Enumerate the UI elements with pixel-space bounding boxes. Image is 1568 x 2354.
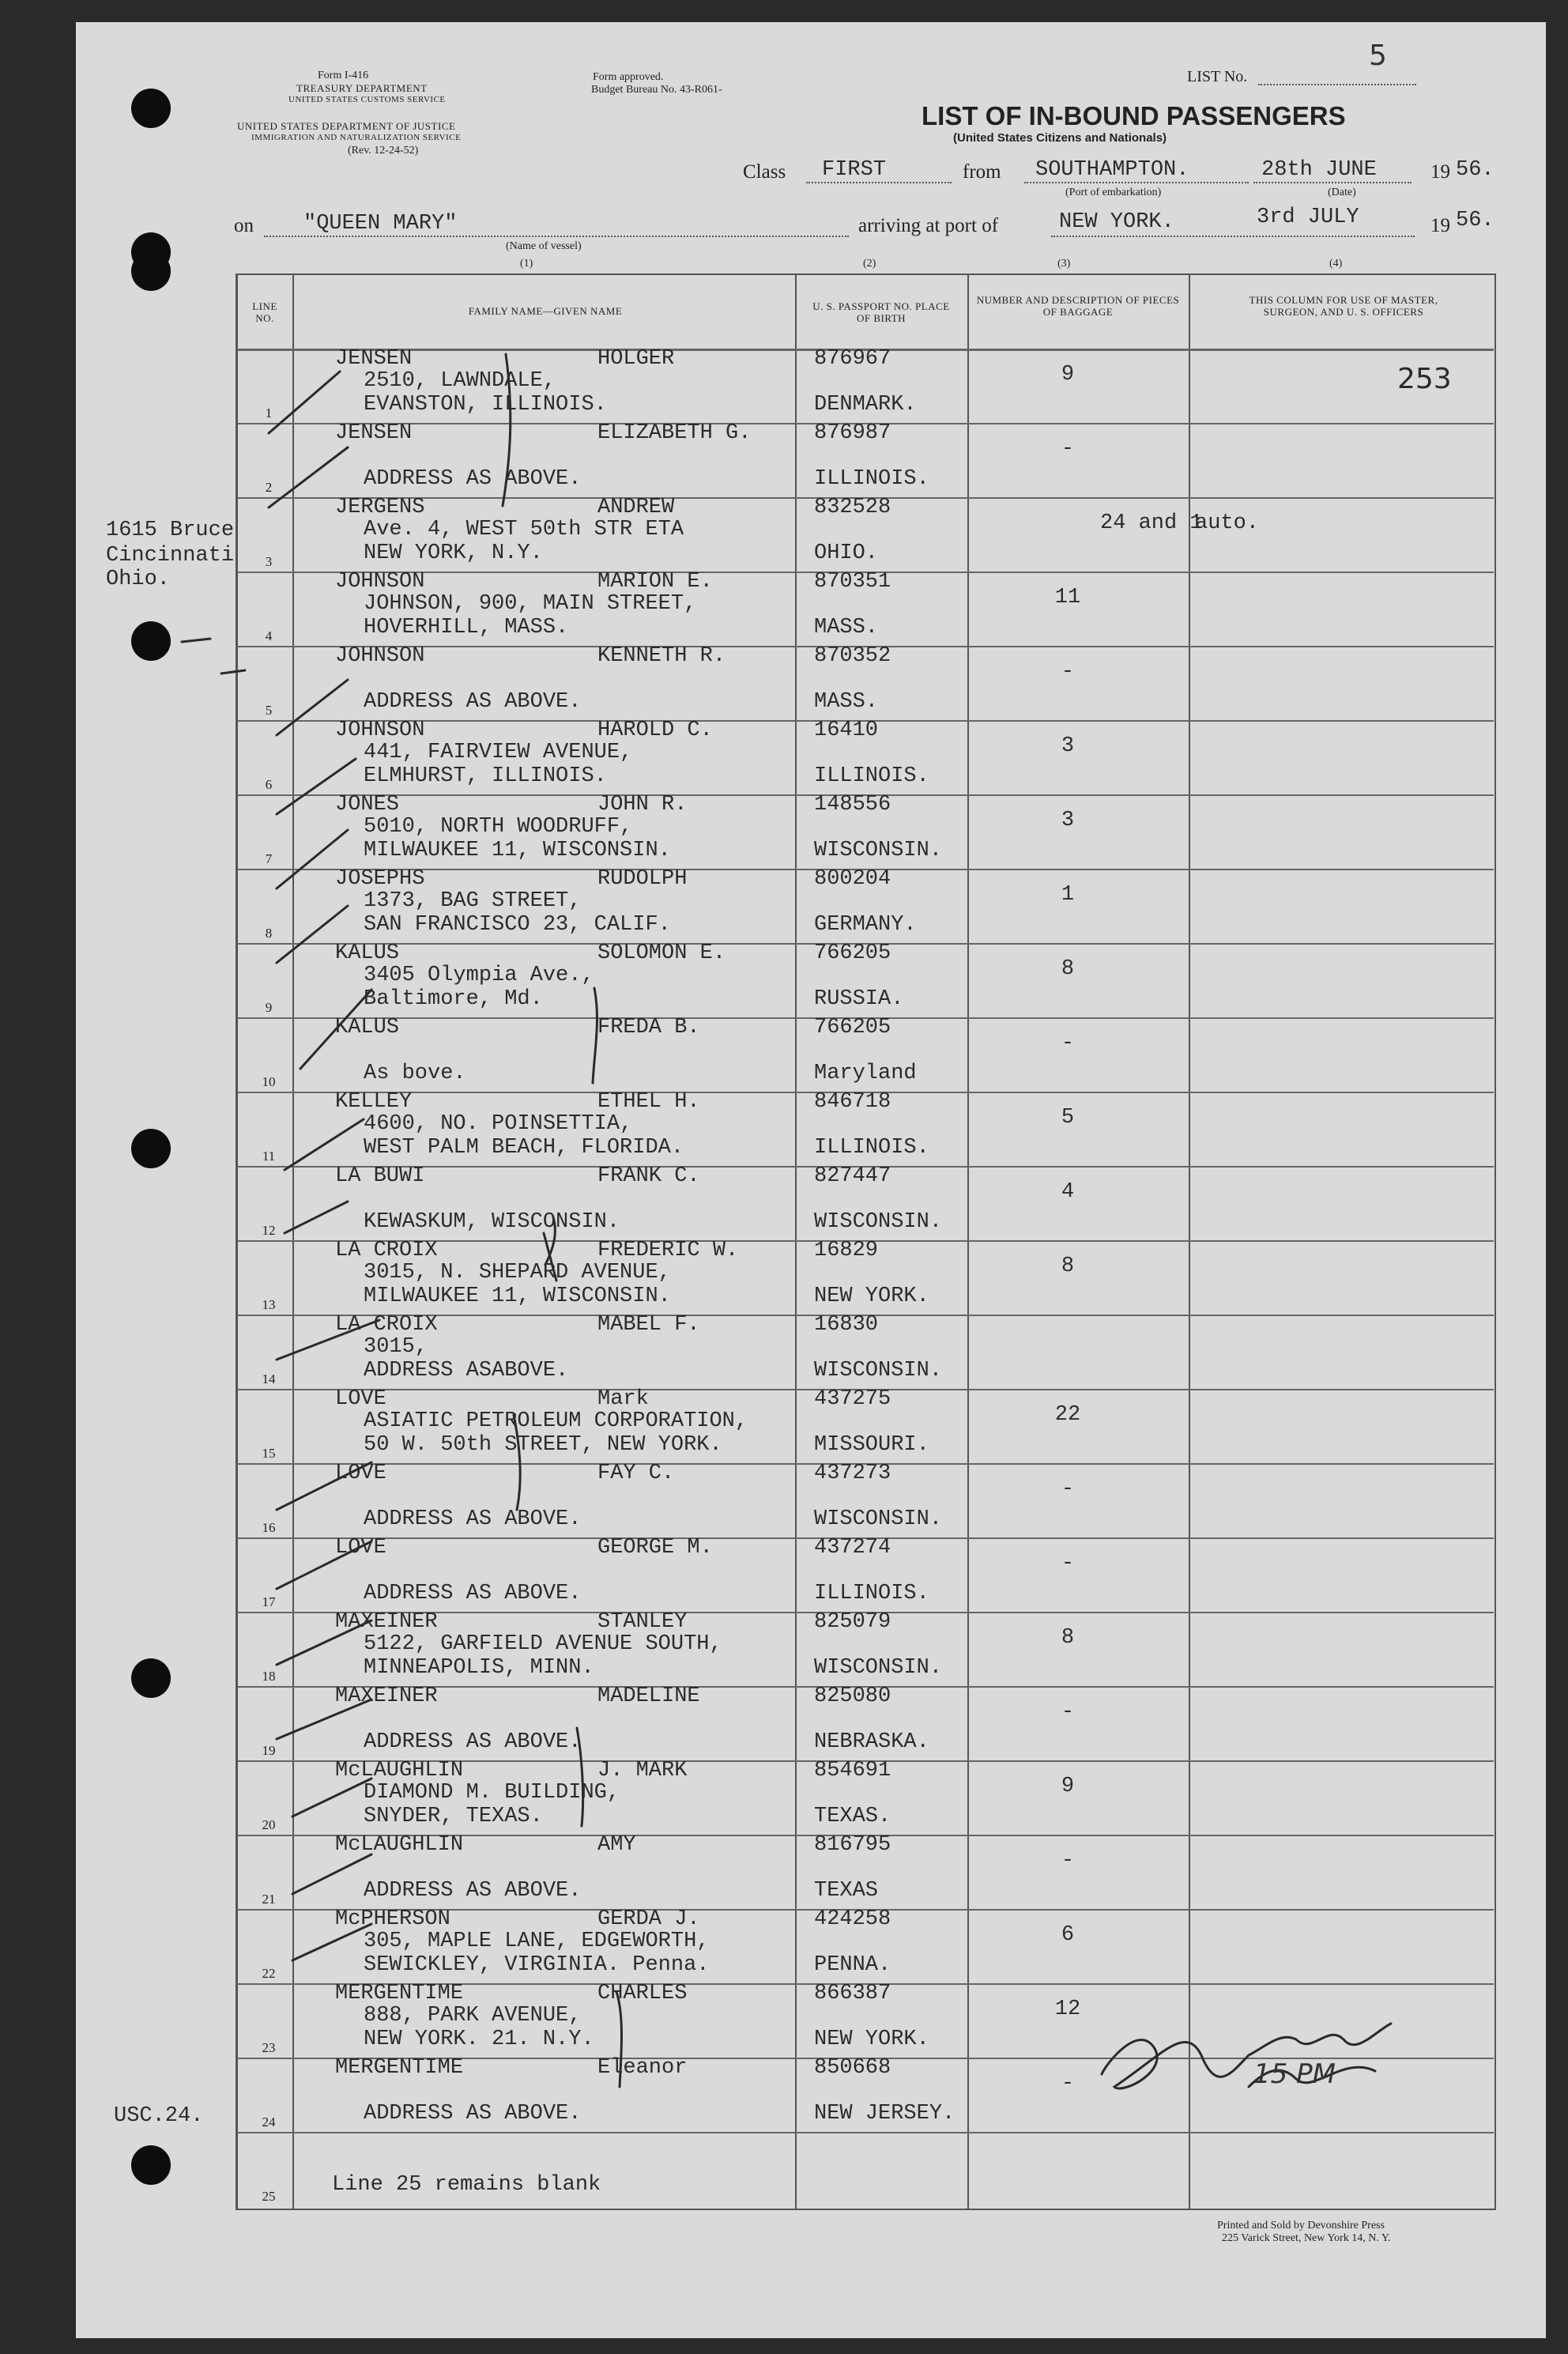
place-of-birth: OHIO. (814, 541, 879, 565)
passport-number: 825080 (814, 1684, 891, 1708)
vessel-name: "QUEEN MARY" (303, 212, 458, 236)
passport-number: 437275 (814, 1387, 891, 1411)
header-name: FAMILY NAME—GIVEN NAME (468, 305, 623, 317)
line-number: 17 (262, 1594, 276, 1609)
given-name: HOLGER (597, 347, 675, 371)
vessel-caption: (Name of vessel) (506, 240, 582, 252)
class-label: Class (743, 161, 786, 183)
passport-number: 870351 (814, 570, 891, 594)
address-line-2: SNYDER, TEXAS. (364, 1805, 543, 1828)
address-line-1: ASIATIC PETROLEUM CORPORATION, (364, 1409, 748, 1433)
passport-number: 876987 (814, 421, 891, 445)
form-number: Form I-416 (318, 70, 369, 81)
officer-note: auto. (1195, 511, 1260, 535)
address-line-1: JOHNSON, 900, MAIN STREET, (364, 592, 697, 616)
place-of-birth: WISCONSIN. (814, 1359, 943, 1383)
passport-number: 846718 (814, 1090, 891, 1114)
form-approved: Form approved. (593, 71, 664, 83)
family-name: MAXEINER (335, 1610, 438, 1634)
address-line-1: 305, MAPLE LANE, EDGEWORTH, (364, 1930, 710, 1953)
given-name: ELIZABETH G. (597, 421, 752, 445)
address-line-2: Baltimore, Md. (364, 987, 543, 1011)
family-name: JOHNSON (335, 570, 425, 594)
place-of-birth: ILLINOIS. (814, 1136, 929, 1160)
on-label: on (234, 215, 254, 236)
line-number: 18 (262, 1669, 276, 1684)
list-no-label: LIST No. (1187, 68, 1248, 85)
passport-number: 854691 (814, 1759, 891, 1782)
place-of-birth: WISCONSIN. (814, 839, 943, 862)
given-name: FAY C. (597, 1462, 675, 1485)
baggage-count: 9 (1061, 1775, 1075, 1798)
baggage-count: 8 (1061, 1254, 1075, 1278)
given-name: MABEL F. (597, 1313, 700, 1337)
given-name: RUDOLPH (597, 867, 688, 891)
officer-note: 253 (1397, 363, 1452, 395)
baggage-count: - (1061, 1552, 1075, 1575)
col-num-3: (3) (1057, 258, 1071, 270)
line-number: 24 (262, 2114, 276, 2130)
embark-caption: (Port of embarkation) (1065, 187, 1162, 198)
given-name: GEORGE M. (597, 1536, 713, 1560)
passport-number: 825079 (814, 1610, 891, 1634)
address-line-2: ADDRESS AS ABOVE. (364, 1879, 582, 1903)
passport-number: 866387 (814, 1982, 891, 2005)
baggage-count: - (1061, 1700, 1075, 1724)
given-name: ETHEL H. (597, 1090, 700, 1114)
family-name: JOHNSON (335, 644, 425, 668)
place-of-birth: Maryland (814, 1062, 917, 1085)
line-number: 1 (265, 406, 273, 421)
baggage-count: 3 (1061, 809, 1075, 832)
line-number: 12 (262, 1223, 276, 1238)
family-name: JENSEN (335, 347, 413, 371)
line-number: 4 (265, 628, 273, 643)
header-baggage: NUMBER AND DESCRIPTION OF PIECES OF BAGGAGE (976, 294, 1180, 318)
family-name: LOVE (335, 1462, 386, 1485)
address-line-1: DIAMOND M. BUILDING, (364, 1781, 620, 1805)
line-number: 20 (262, 1817, 276, 1832)
place-of-birth: PENNA. (814, 1953, 891, 1977)
baggage-count: - (1061, 660, 1075, 684)
passport-number: 437274 (814, 1536, 891, 1560)
from-value: SOUTHAMPTON. (1035, 158, 1189, 182)
passport-number: 437273 (814, 1462, 891, 1485)
passport-number: 832528 (814, 496, 891, 519)
family-name: KALUS (335, 1016, 400, 1039)
baggage-count: 11 (1054, 586, 1081, 609)
line-number: 19 (262, 1743, 276, 1758)
place-of-birth: MISSOURI. (814, 1433, 929, 1457)
address-line-1: 4600, NO. POINSETTIA, (364, 1112, 633, 1136)
place-of-birth: WISCONSIN. (814, 1507, 943, 1531)
baggage-count: - (1061, 1032, 1075, 1055)
address-line-2: MILWAUKEE 11, WISCONSIN. (364, 839, 671, 862)
passport-number: 816795 (814, 1833, 891, 1857)
baggage-count: - (1061, 1477, 1075, 1501)
family-name: KELLEY (335, 1090, 413, 1114)
family-name: McLAUGHLIN (335, 1759, 464, 1782)
immigration-service: IMMIGRATION AND NATURALIZATION SERVICE (251, 133, 462, 142)
place-of-birth: GERMANY. (814, 913, 917, 937)
address-line-1: 3015, N. SHEPARD AVENUE, (364, 1261, 671, 1285)
baggage-count: 3 (1061, 734, 1075, 758)
address-line-2: SAN FRANCISCO 23, CALIF. (364, 913, 671, 937)
passport-number: 766205 (814, 1016, 891, 1039)
margin-address-line1: 1615 Bruce (106, 519, 235, 542)
address-line-1: 2510, LAWNDALE, (364, 369, 556, 393)
given-name: SOLOMON E. (597, 941, 726, 965)
place-of-birth: WISCONSIN. (814, 1210, 943, 1234)
passport-number: 876967 (814, 347, 891, 371)
family-name: LOVE (335, 1387, 386, 1411)
line-number: 8 (265, 926, 273, 941)
address-line-2: KEWASKUM, WISCONSIN. (364, 1210, 620, 1234)
arrival-year: 56. (1456, 209, 1494, 232)
signature: 15 PM (1253, 2058, 1336, 2090)
line-number: 5 (265, 703, 273, 718)
given-name: ANDREW (597, 496, 675, 519)
footer-address: 225 Varick Street, New York 14, N. Y. (1222, 2232, 1391, 2244)
address-line-2: ELMHURST, ILLINOIS. (364, 764, 607, 788)
address-line-1: Ave. 4, WEST 50th STR ETA (364, 518, 684, 541)
address-line-1: 1373, BAG STREET, (364, 889, 582, 913)
given-name: HAROLD C. (597, 719, 713, 742)
place-of-birth: ILLINOIS. (814, 467, 929, 491)
given-name: Mark (597, 1387, 649, 1411)
address-line-2: ADDRESS AS ABOVE. (364, 1582, 582, 1605)
header-line-no: LINE NO. (252, 300, 277, 324)
address-line-2: WEST PALM BEACH, FLORIDA. (364, 1136, 684, 1160)
date-value: 28th JUNE (1261, 158, 1377, 182)
family-name: MAXEINER (335, 1684, 438, 1708)
col-num-4: (4) (1329, 258, 1343, 270)
given-name: MARION E. (597, 570, 713, 594)
place-of-birth: NEW JERSEY. (814, 2102, 956, 2126)
given-name: GERDA J. (597, 1907, 700, 1931)
line-number: 22 (262, 1966, 276, 1981)
family-name: JENSEN (335, 421, 413, 445)
place-of-birth: TEXAS. (814, 1805, 891, 1828)
port-value: NEW YORK. (1059, 210, 1174, 234)
family-name: LA BUWI (335, 1164, 425, 1188)
family-name: KALUS (335, 941, 400, 965)
address-line-2: NEW YORK, N.Y. (364, 541, 543, 565)
family-name: MERGENTIME (335, 2056, 464, 2080)
given-name: FRANK C. (597, 1164, 700, 1188)
line-number: 13 (262, 1297, 276, 1312)
arrival-year-prefix: 19 (1430, 215, 1450, 236)
customs-service: UNITED STATES CUSTOMS SERVICE (288, 95, 446, 104)
address-line-2: NEW YORK. 21. N.Y. (364, 2028, 594, 2051)
address-line-2: ADDRESS AS ABOVE. (364, 690, 582, 714)
place-of-birth: MASS. (814, 690, 879, 714)
address-line-2: ADDRESS AS ABOVE. (364, 1730, 582, 1754)
family-name: MERGENTIME (335, 1982, 464, 2005)
year-value: 56. (1456, 158, 1494, 182)
place-of-birth: TEXAS (814, 1879, 879, 1903)
given-name: FREDERIC W. (597, 1239, 739, 1262)
baggage-count: 8 (1061, 957, 1075, 981)
address-line-2: MINNEAPOLIS, MINN. (364, 1656, 594, 1680)
address-line-1: 5010, NORTH WOODRUFF, (364, 815, 633, 839)
header-passport: U. S. PASSPORT NO. PLACE OF BIRTH (812, 300, 950, 324)
baggage-count: - (1061, 1849, 1075, 1873)
place-of-birth: RUSSIA. (814, 987, 904, 1011)
header-officers: THIS COLUMN FOR USE OF MASTER, SURGEON, AND U. S. OFFICERS (1249, 294, 1438, 318)
address-line-1: 888, PARK AVENUE, (364, 2004, 582, 2028)
arriving-label: arriving at port of (858, 215, 999, 236)
address-line-2: As bove. (364, 1062, 466, 1085)
place-of-birth: ILLINOIS. (814, 764, 929, 788)
line-number: 9 (265, 1000, 273, 1015)
address-line-2: ADDRESS AS ABOVE. (364, 467, 582, 491)
class-value: FIRST (822, 158, 887, 182)
address-line-2: MILWAUKEE 11, WISCONSIN. (364, 1285, 671, 1308)
baggage-count: 4 (1061, 1180, 1075, 1204)
line-number: 23 (262, 2040, 276, 2055)
family-name: McLAUGHLIN (335, 1833, 464, 1857)
place-of-birth: NEBRASKA. (814, 1730, 929, 1754)
passport-number: 850668 (814, 2056, 891, 2080)
list-no-value: 5 (1369, 40, 1387, 72)
line-number: 16 (262, 1520, 276, 1535)
line-number: 11 (262, 1149, 276, 1164)
family-name: LOVE (335, 1536, 386, 1560)
given-name: FREDA B. (597, 1016, 700, 1039)
place-of-birth: NEW YORK. (814, 1285, 929, 1308)
address-line-2: ADDRESS AS ABOVE. (364, 1507, 582, 1531)
passport-number: 800204 (814, 867, 891, 891)
passport-number: 827447 (814, 1164, 891, 1188)
address-line-2: EVANSTON, ILLINOIS. (364, 393, 607, 417)
address-line-2: SEWICKLEY, VIRGINIA. Penna. (364, 1953, 710, 1977)
line-number: 2 (265, 480, 273, 495)
place-of-birth: ILLINOIS. (814, 1582, 929, 1605)
address-line-2: ADDRESS AS ABOVE. (364, 2102, 582, 2126)
line-number: 3 (265, 554, 273, 569)
given-name: MADELINE (597, 1684, 700, 1708)
passport-number: 16410 (814, 719, 879, 742)
footer-printer: Printed and Sold by Devonshire Press (1217, 2220, 1385, 2231)
address-line-2: HOVERHILL, MASS. (364, 616, 569, 639)
place-of-birth: MASS. (814, 616, 879, 639)
col-num-2: (2) (863, 258, 876, 270)
year-prefix: 19 (1430, 161, 1450, 183)
line-number: 15 (262, 1446, 276, 1461)
family-name: JOHNSON (335, 719, 425, 742)
given-name: STANLEY (597, 1610, 688, 1634)
place-of-birth: NEW YORK. (814, 2028, 929, 2051)
line-number: 25 (262, 2189, 276, 2204)
date-caption: (Date) (1328, 187, 1356, 198)
baggage-count: 1 (1061, 883, 1075, 907)
baggage-count: 5 (1061, 1106, 1075, 1130)
address-line-2: ADDRESS ASABOVE. (364, 1359, 569, 1383)
passport-number: 16829 (814, 1239, 879, 1262)
margin-address-line3: Ohio. (106, 568, 171, 591)
usc-code: USC.24. (114, 2104, 204, 2128)
given-name: KENNETH R. (597, 644, 726, 668)
family-name: LA CROIX (335, 1313, 438, 1337)
justice-dept: UNITED STATES DEPARTMENT OF JUSTICE (237, 120, 456, 132)
baggage-count: - (1061, 2072, 1075, 2096)
given-name: JOHN R. (597, 793, 688, 817)
address-line-1: 5122, GARFIELD AVENUE SOUTH, (364, 1632, 722, 1656)
arrival-date: 3rd JULY (1257, 206, 1359, 229)
address-line-2: 50 W. 50th STREET, NEW YORK. (364, 1433, 722, 1457)
family-name: McPHERSON (335, 1907, 450, 1931)
baggage-count: 12 (1054, 1998, 1081, 2021)
family-name: JOSEPHS (335, 867, 425, 891)
baggage-count: - (1061, 437, 1075, 461)
page-subtitle: (United States Citizens and Nationals) (953, 131, 1167, 145)
passport-number: 16830 (814, 1313, 879, 1337)
line-number: 10 (262, 1074, 276, 1089)
address-line-1: 3405 Olympia Ave., (364, 964, 594, 987)
place-of-birth: WISCONSIN. (814, 1656, 943, 1680)
address-line-1: 3015, (364, 1335, 428, 1359)
col-num-1: (1) (520, 258, 533, 270)
passport-number: 148556 (814, 793, 891, 817)
address-line-1: 441, FAIRVIEW AVENUE, (364, 741, 633, 764)
from-label: from (963, 161, 1001, 183)
passport-number: 424258 (814, 1907, 891, 1931)
baggage-count: 22 (1054, 1403, 1081, 1427)
address-line-2: Line 25 remains blank (332, 2173, 601, 2197)
baggage-count: 8 (1061, 1626, 1075, 1650)
line-number: 14 (262, 1371, 276, 1386)
family-name: JONES (335, 793, 400, 817)
place-of-birth: DENMARK. (814, 393, 917, 417)
treasury-dept: TREASURY DEPARTMENT (296, 82, 428, 94)
page-title: LIST OF IN-BOUND PASSENGERS (922, 101, 1346, 130)
family-name: JERGENS (335, 496, 425, 519)
given-name: CHARLES (597, 1982, 688, 2005)
budget-bureau: Budget Bureau No. 43-R061- (591, 84, 722, 96)
line-number: 6 (265, 777, 273, 792)
baggage-count: 24 and 1 (1100, 511, 1203, 535)
baggage-count: 6 (1061, 1923, 1075, 1947)
line-number: 21 (262, 1892, 276, 1907)
line-number: 7 (265, 851, 273, 866)
given-name: Eleanor (597, 2056, 688, 2080)
passport-number: 766205 (814, 941, 891, 965)
given-name: J. MARK (597, 1759, 688, 1782)
margin-address-line2: Cincinnati (106, 544, 235, 568)
family-name: LA CROIX (335, 1239, 438, 1262)
baggage-count: 9 (1061, 363, 1075, 387)
passport-number: 870352 (814, 644, 891, 668)
revision: (Rev. 12-24-52) (348, 145, 419, 157)
given-name: AMY (597, 1833, 636, 1857)
